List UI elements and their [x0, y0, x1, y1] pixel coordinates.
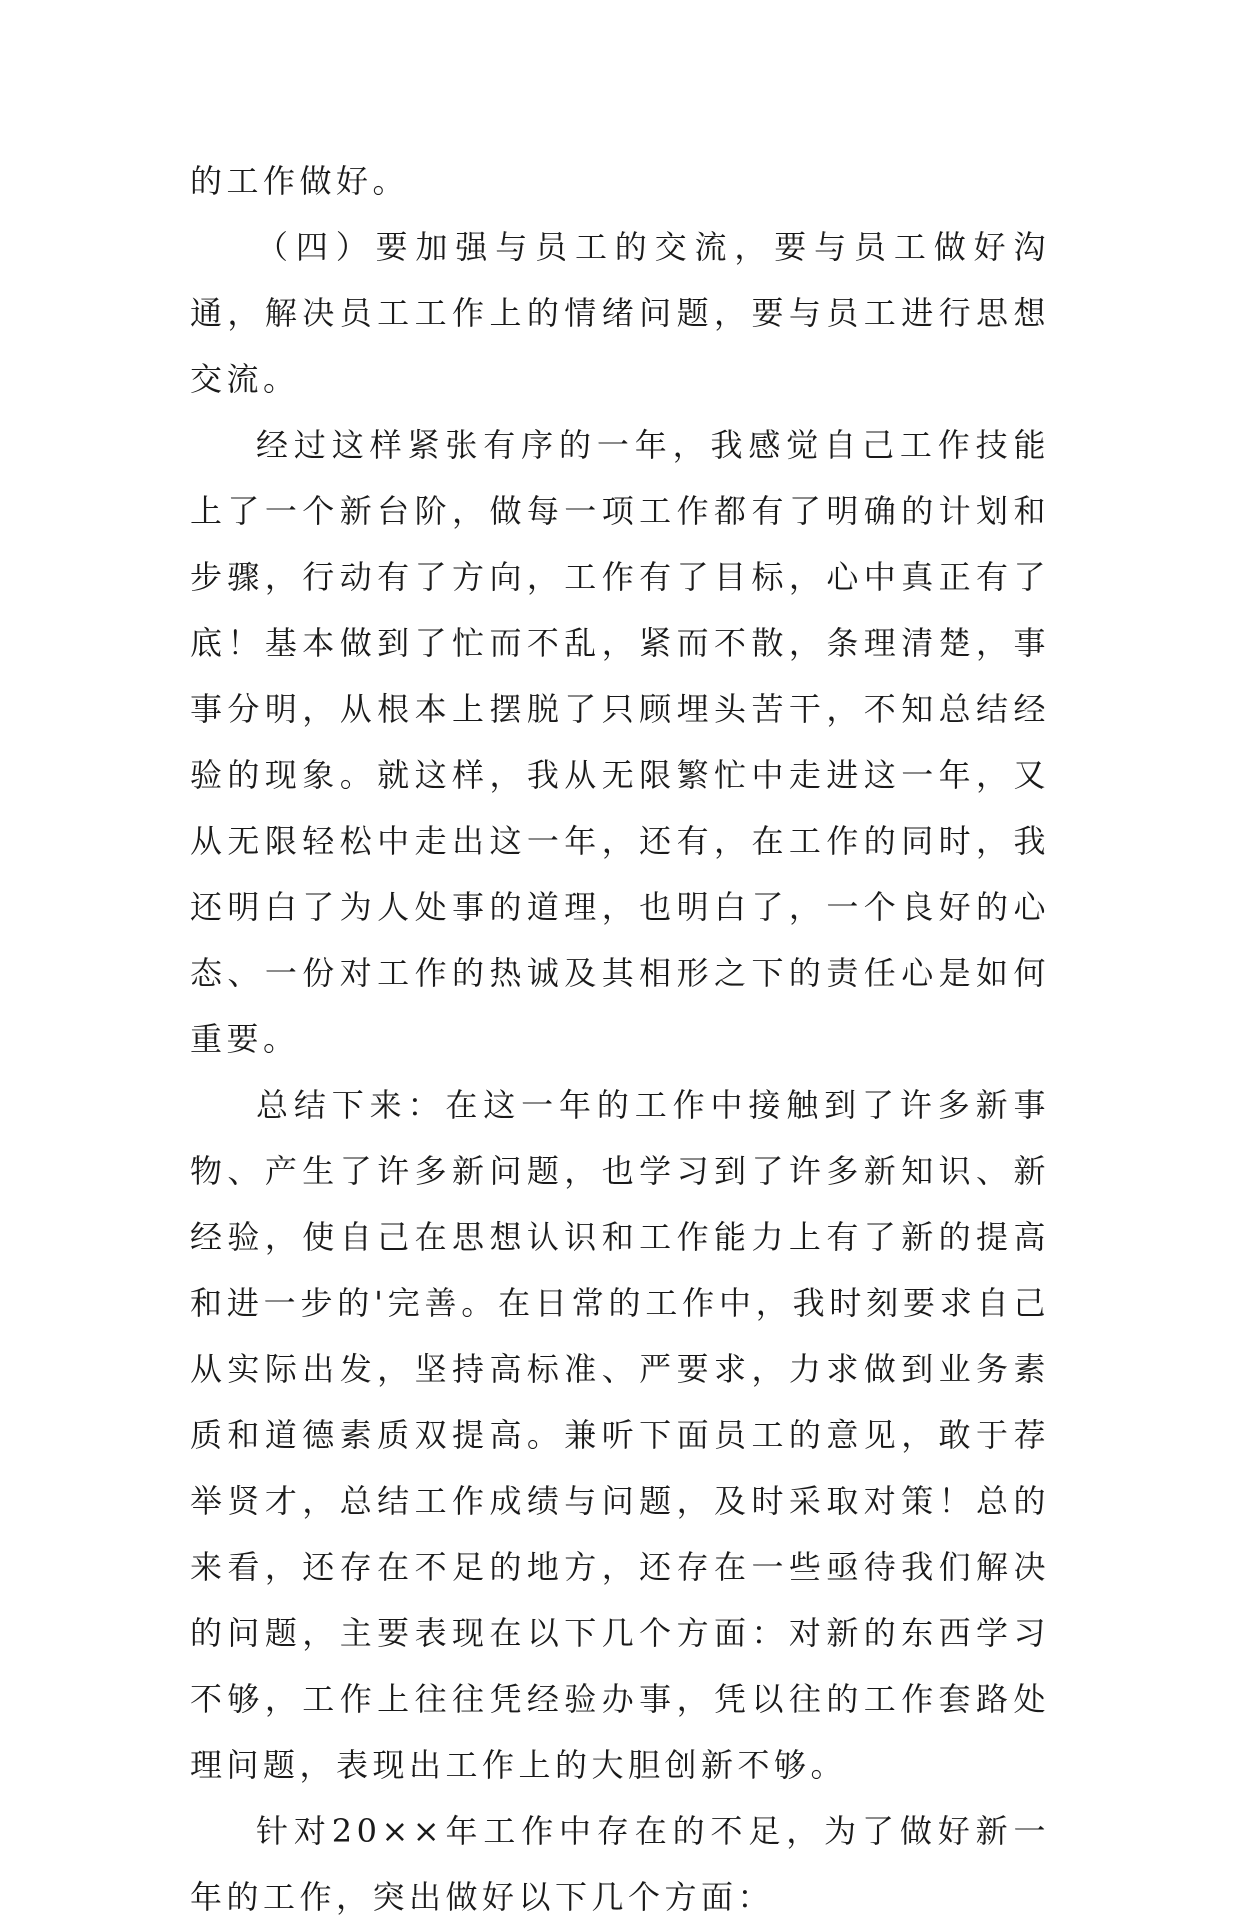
paragraph-1: 的工作做好。: [190, 162, 410, 200]
paragraph-2: （四）要加强与员工的交流，要与员工做好沟通，解决员工工作上的情绪问题，要与员工进行思想交流。: [190, 228, 1050, 398]
document-body: [190, 148, 1050, 1930]
paragraph-4: 总结下来：在这一年的工作中接触到了许多新事物、产生了许多新问题，也学习到了许多新知识、新经验，使自己在思想认识和工作能力上有了新的提高和进一步的'完善。在日常的工作中，我时刻要求自己从实际出发，坚持高标准、严要求，力求做到业务素质和道德素质双提高。兼听下面员工的意见，敢于荐举贤才，总结工作成绩与问题，及时采取对策！总的来看，还存在不足的地方，还存在一些亟待我们解决的问题，主要表现在以下几个方面：对新的东西学习不够，工作上往往凭经验办事，凭以往的工作套路处理问题，表现出工作上的大胆创新不够。: [190, 1086, 1050, 1784]
paragraph-5: 针对20××年工作中存在的不足，为了做好新一年的工作，突出做好以下几个方面：: [190, 1812, 1050, 1916]
paragraph-3: 经过这样紧张有序的一年，我感觉自己工作技能上了一个新台阶，做每一项工作都有了明确的计划和步骤，行动有了方向，工作有了目标，心中真正有了底！基本做到了忙而不乱，紧而不散，条理清楚，事事分明，从根本上摆脱了只顾埋头苦干，不知总结经验的现象。就这样，我从无限繁忙中走进这一年，又从无限轻松中走出这一年，还有，在工作的同时，我还明白了为人处事的道理，也明白了，一个良好的心态、一份对工作的热诚及其相形之下的责任心是如何重要。: [190, 426, 1050, 1058]
